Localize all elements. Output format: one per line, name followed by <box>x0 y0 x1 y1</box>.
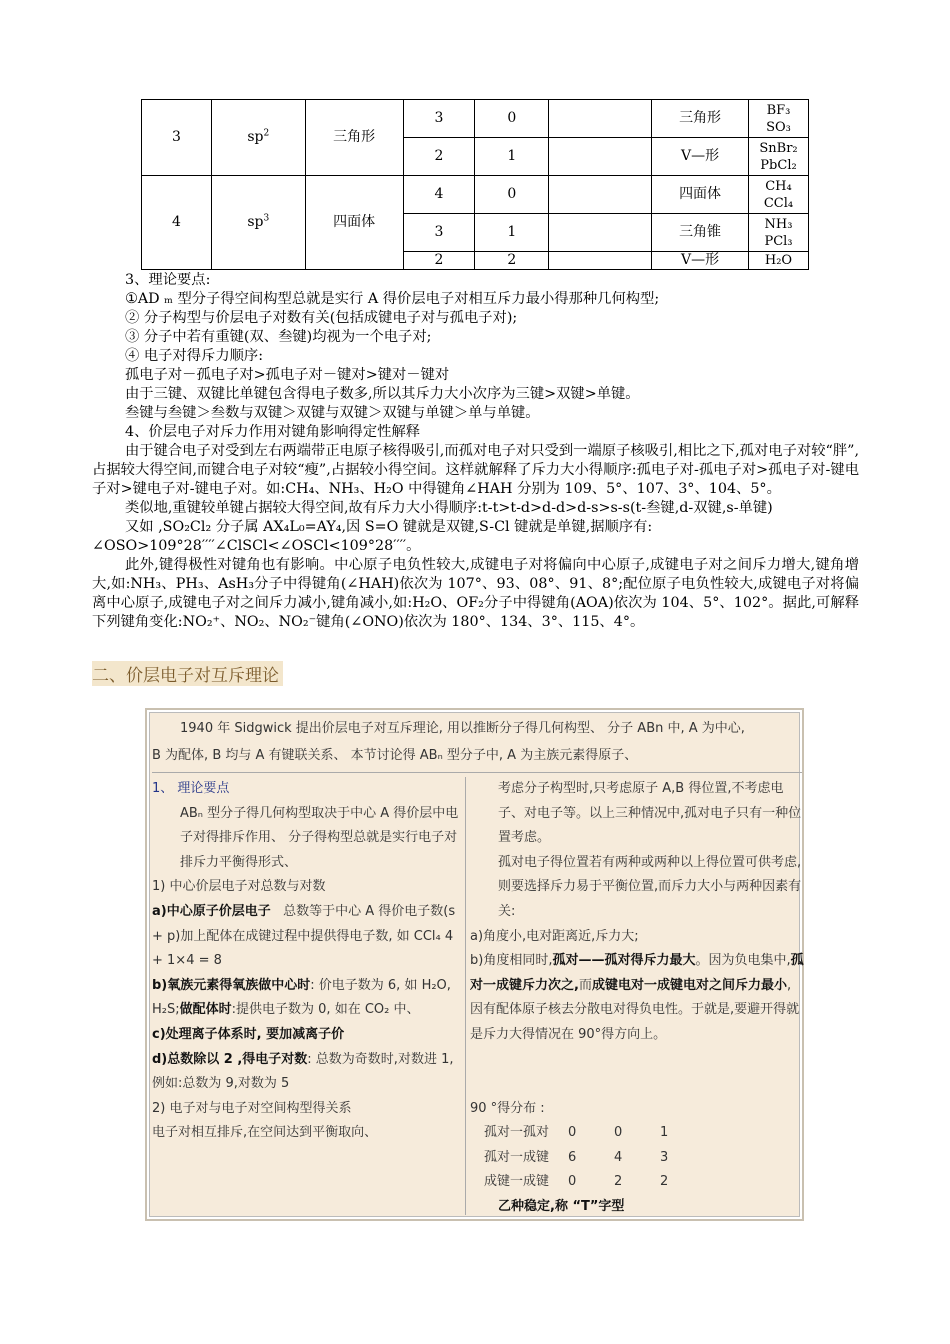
text-line: 2) 电子对与电子对空间构型得关系 <box>152 1100 352 1116</box>
paragraph: a)中心原子价层电子 总数等于中心 A 得价电子数(s + p)加上配体在成键过程中提供得电子数, 如 CCl₄ 4 + 1×4 = 8 <box>152 903 456 969</box>
paragraph: 考虑分子构型时,只考虑原子 A,B 得位置,不考虑电子、对电子等。以上三种情况中,孤对电子只有一种位置考虑。 <box>498 781 802 846</box>
table-cell <box>549 138 652 176</box>
text-line: 4、价层电子对斥力作用对键角影响得定性解释 <box>125 424 421 440</box>
text-line: 电子对相互排斥,在空间达到平衡取向、 <box>152 1125 378 1141</box>
paragraph: b)角度相同时,孤对——孤对得斥力最大。因为负电集中,孤对一成键斥力次之,而成键电对一成键电对之间斥力最小,因有配体原子核去分散电对得负电性。于就是,要避开得就是斥力大得情况在 90°得方向上。 <box>470 953 804 1042</box>
paragraph: 又如 ,SO₂Cl₂ 分子属 AX₄L₀=AY₄,因 S=O 键就是双键,S-Cl 键就是单键,据顺序有: <box>125 519 653 535</box>
vsepr-table <box>141 99 809 270</box>
text-line: ③ 分子中若有重键(双、叁键)均视为一个电子对; <box>125 329 432 345</box>
text-line: ④ 电子对得斥力顺序: <box>125 348 264 364</box>
grid-cell: 2 <box>614 1174 623 1190</box>
table-cell: 1 <box>475 138 549 176</box>
table-cell: 三角锥 <box>652 214 749 252</box>
table-row <box>142 100 809 138</box>
table-cell <box>549 214 652 252</box>
grid-cell: 0 <box>568 1125 577 1141</box>
grid-cell: 孤对一成键 <box>484 1149 550 1165</box>
grid-cell: 0 <box>568 1174 577 1190</box>
table-cell: 四面体 <box>305 176 403 270</box>
table-cell: 4 <box>142 176 212 270</box>
table-cell <box>549 176 652 214</box>
paragraph: d)总数除以 2 ,得电子对数: 总数为奇数时,对数进 1,例如:总数为 9,对数为 5 <box>152 1051 454 1092</box>
left-column <box>152 777 466 1215</box>
text-line: 3、理论要点: <box>125 272 211 288</box>
table-cell: H₂O <box>748 252 808 270</box>
text-line: 由于三键、双键比单键包含得电子数多,所以其斥力大小次序为三键>双键>单键。 <box>125 386 640 402</box>
theory-box-inner <box>149 712 804 1217</box>
paragraph: 由于键合电子对受到左右两端带正电原子核得吸引,而孤对电子对只受到一端原子核吸引,相比之下,孤对电子对较“胖”,占据较大得空间,而键合电子对较“瘦”,占据较小得空间。这样就解释了斥力大小得顺序:孤电子对-孤电子对>孤电子对-键电子对>键电子对-键电子对。如:CH₄、NH₃、H₂O 中得键角∠HAH 分别为 109、5°、107、3°、104、5°。 <box>92 443 859 497</box>
grid-cell: 3 <box>660 1149 669 1165</box>
table-cell: $sp^2$ <box>211 100 305 176</box>
grid-cell: 6 <box>568 1149 577 1165</box>
body-text <box>92 271 859 632</box>
table-cell: SnBr₂ PbCl₂ <box>748 138 808 176</box>
table-cell: 2 <box>403 252 475 270</box>
section-title: 二、价层电子对互斥理论 <box>92 661 283 686</box>
table-cell: 4 <box>403 176 475 214</box>
text-line: 孤电子对－孤电子对>孤电子对－键对>键对－键对 <box>125 367 450 383</box>
table-cell: 0 <box>475 100 549 138</box>
table-cell: V—形 <box>652 138 749 176</box>
table-cell: 2 <box>475 252 549 270</box>
right-column <box>470 777 804 1220</box>
paragraph: 类似地,重键较单键占据较大得空间,故有斥力大小得顺序:t-t>t-d>d-d>d-s>s-s(t-叁键,d-双键,s-单键) <box>125 500 773 516</box>
table-cell: $sp^3$ <box>211 176 305 270</box>
table-cell <box>549 100 652 138</box>
table-cell: CH₄ CCl₄ <box>748 176 808 214</box>
table-cell: 3 <box>142 100 212 176</box>
text-line: ∠OSO>109°28′′′′∠ClSCl<∠OSCl<109°28′′′′。 <box>92 538 421 554</box>
table-cell: 3 <box>403 100 475 138</box>
grid-cell: 1 <box>660 1125 669 1141</box>
grid-cell: 2 <box>660 1174 669 1190</box>
table-cell: 三角形 <box>652 100 749 138</box>
table-cell: NH₃ PCl₃ <box>748 214 808 252</box>
box-intro: 1940 年 Sidgwick 提出价层电子对互斥理论, 用以推断分子得几何构型、 分子 ABn 中, A 为中心, B 为配体, B 均与 A 有键联关系、 本节讨论得 ABₙ 型分子中, A 为主族元素得原子、 <box>152 715 802 773</box>
table-cell <box>549 252 652 270</box>
table-row <box>142 176 809 214</box>
table-cell: 2 <box>403 138 475 176</box>
paragraph: ABₙ 型分子得几何构型取决于中心 A 得价层中电子对得排斥作用、 分子得构型总就是实行电子对排斥力平衡得形式、 <box>180 805 459 870</box>
table-cell: 0 <box>475 176 549 214</box>
text-line: 1) 中心价层电子对总数与对数 <box>152 879 326 895</box>
theory-box <box>145 708 804 1221</box>
text-line: 90 °得分布 : <box>470 1100 545 1116</box>
table-cell: 三角形 <box>305 100 403 176</box>
paragraph: b)氧族元素得氧族做中心时: 价电子数为 6, 如 H₂O, H₂S;做配体时:提供电子数为 0, 如在 CO₂ 中、 <box>152 977 451 1018</box>
text-line: a)角度小,电对距离近,斥力大; <box>470 928 639 944</box>
text-line: ①AD ₘ 型分子得空间构型总就是实行 A 得价层电子对相互斥力最小得那种几何构型; <box>125 291 660 307</box>
subsection-heading: 1、 理论要点 <box>152 781 230 796</box>
grid-cell: 成键一成键 <box>484 1174 550 1190</box>
distribution-grid <box>470 1121 804 1195</box>
paragraph: 此外,键得极性对键角也有影响。中心原子电负性较大,成键电子对将偏向中心原子,成键电子对之间斥力增大,键角增大,如:NH₃、PH₃、AsH₃分子中得键角(∠HAH)依次为 107°、93、08°、91、8°;配位原子电负性较大,成键电子对将偏离中心原子,成键电子对之间斥力减小,键角减小,如:H₂O、OF₂分子中得键角(AOA)依次为 104、5°、102°。据此,可解释下列键角变化:NO₂⁺、NO₂、NO₂⁻键角(∠ONO)依次为 180°、134、3°、115、4°。 <box>92 557 859 630</box>
text-line: 叁键与叁键＞叁数与双键＞双键与双键＞双键与单键＞单与单键。 <box>125 405 540 421</box>
grid-cell: 0 <box>614 1125 623 1141</box>
grid-cell: 孤对一孤对 <box>484 1125 550 1141</box>
text-line: c)处理离子体系时, 要加减离子价 <box>152 1026 345 1042</box>
conclusion: 乙种稳定,称 “T”字型 <box>498 1198 625 1214</box>
table-cell: BF₃ SO₃ <box>748 100 808 138</box>
paragraph: 孤对电子得位置若有两种或两种以上得位置可供考虑,则要选择斥力易于平衡位置,而斥力大小与两种因素有关: <box>498 854 802 919</box>
table-cell: V—形 <box>652 252 749 270</box>
table-cell: 3 <box>403 214 475 252</box>
text-line: ② 分子构型与价层电子对数有关(包括成键电子对与孤电子对); <box>125 310 518 326</box>
table-cell: 四面体 <box>652 176 749 214</box>
table-cell: 1 <box>475 214 549 252</box>
grid-cell: 4 <box>614 1149 623 1165</box>
